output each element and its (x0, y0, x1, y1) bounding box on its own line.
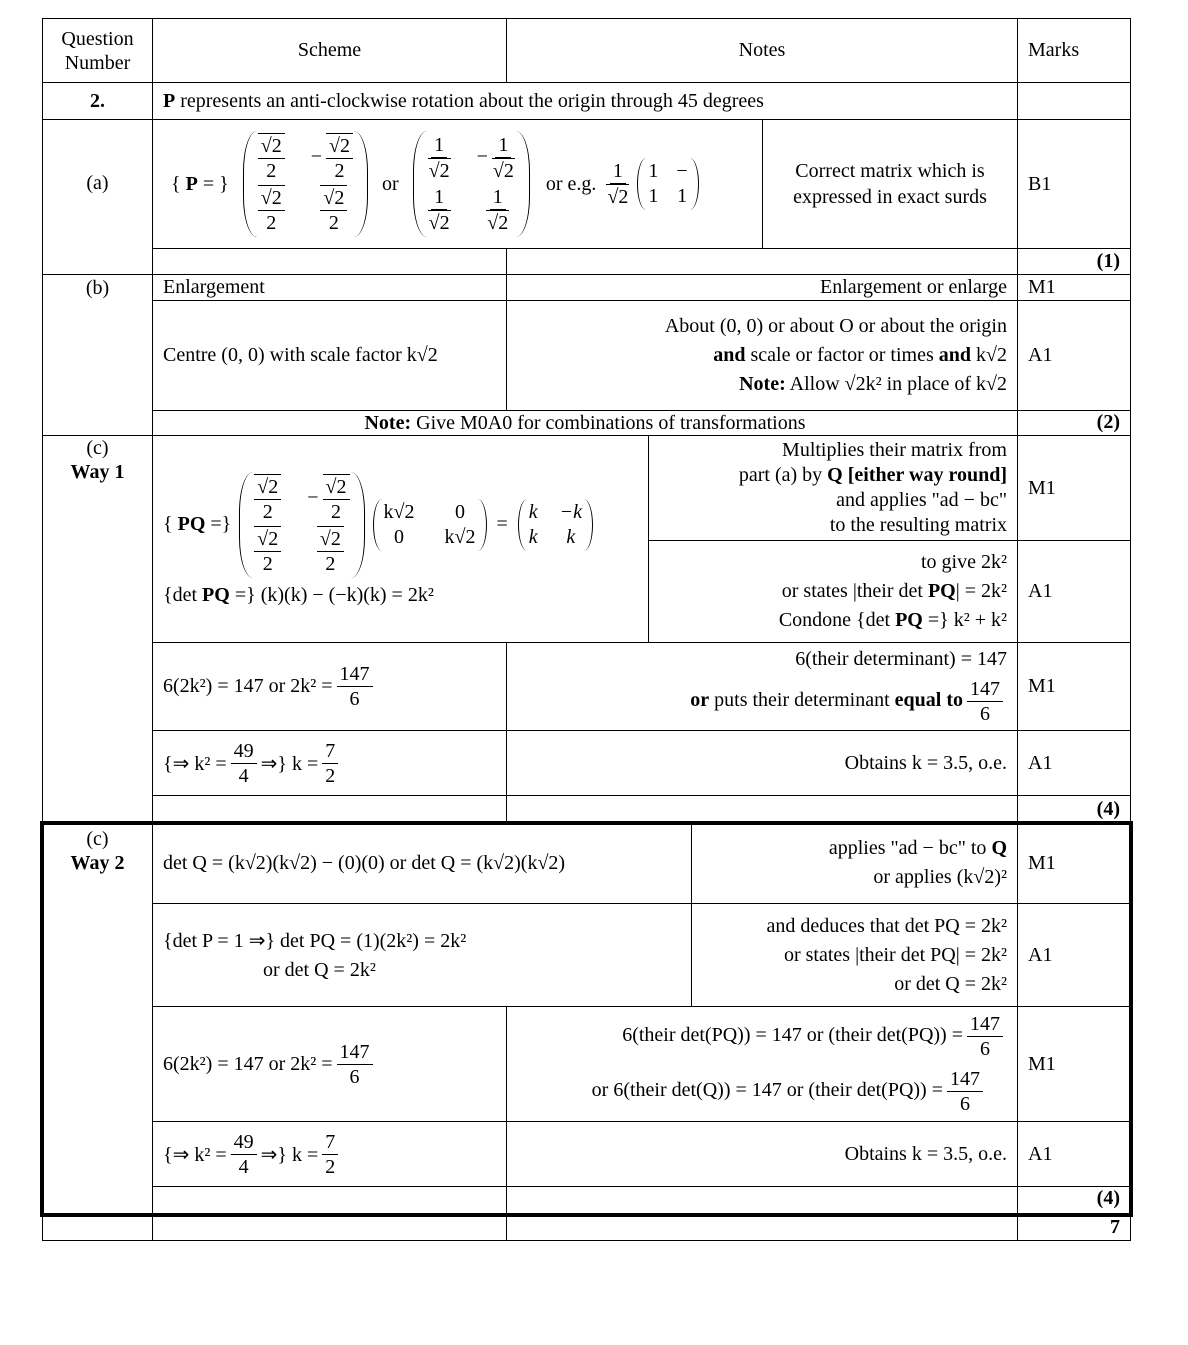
math-text: = (496, 513, 508, 535)
mark-M1: M1 (1017, 642, 1131, 731)
mark-M1: M1 (1017, 274, 1131, 301)
brace: = } (197, 172, 229, 195)
math-text: 1 (610, 159, 626, 184)
math-text: k (566, 525, 576, 548)
mark-M1: M1 (1017, 435, 1131, 541)
blank-cell (152, 1186, 507, 1215)
math-group (311, 133, 357, 183)
blank-cell (152, 1214, 507, 1241)
math-text: =} (205, 513, 232, 535)
part-label: (c) (86, 437, 109, 459)
scalar-fraction (606, 159, 629, 209)
math-text: − (310, 145, 322, 168)
math-text: k (528, 525, 538, 548)
math-text: or states |their det (781, 580, 928, 602)
scheme-det-PQ (152, 903, 692, 1007)
math-text: 2 (328, 212, 339, 234)
math-group (477, 133, 519, 183)
math-text: Q (991, 837, 1007, 859)
math-text: PQ (895, 609, 923, 631)
scheme-text: Enlargement (152, 274, 507, 301)
mark-A1: A1 (1017, 1121, 1131, 1187)
math-text: 147 (337, 662, 373, 687)
math-text: and deduces that det PQ = 2k² (766, 914, 1007, 937)
math-text: 0 (394, 525, 405, 548)
blank-cell (152, 795, 507, 823)
fraction (258, 185, 285, 235)
math-text: √2 (428, 160, 450, 182)
fraction (967, 1012, 1003, 1061)
blank-cell (506, 795, 1018, 823)
math-text: scale or factor or times (745, 344, 939, 366)
math-text: 1 (495, 133, 511, 158)
header-scheme: Scheme (152, 18, 507, 83)
math-text: 2 (262, 552, 273, 575)
math-text: 6(their determinant) = 147 (795, 647, 1007, 670)
brace: { (171, 172, 186, 195)
math-text: √2 (323, 474, 350, 500)
math-text: 7 (322, 739, 338, 764)
matrix-PQ (518, 499, 593, 551)
notes-part-a (762, 119, 1018, 249)
way-label: Way 2 (70, 852, 125, 874)
fraction (254, 526, 281, 576)
math-text: 1 (648, 185, 659, 207)
matrix-integer-form (637, 158, 698, 210)
det-PQ-line (163, 584, 434, 607)
scheme-equation (152, 1006, 507, 1122)
math-text: 2 (266, 160, 277, 182)
question-statement (152, 82, 1018, 120)
math-group (779, 609, 1007, 632)
blank-cell (506, 248, 1018, 275)
header-notes: Notes (506, 18, 1018, 83)
math-text: √2 (254, 474, 281, 500)
math-group (829, 837, 1007, 860)
math-text: k√2 (971, 344, 1007, 366)
math-text: k√2 (444, 525, 476, 548)
notes-way2-a1 (691, 903, 1018, 1007)
math-group (739, 373, 1007, 396)
fraction (326, 133, 353, 183)
note-text: Enlargement or enlarge (506, 274, 1018, 301)
notes-way2-m1 (691, 822, 1018, 904)
math-text: ⇒} k = (260, 1143, 319, 1166)
note-text: expressed in exact surds (793, 186, 987, 208)
math-text: 49 (231, 739, 257, 764)
mark-M1: M1 (1017, 822, 1131, 904)
part-label-way2 (42, 822, 153, 1215)
math-text: 147 (967, 1012, 1003, 1037)
math-group (163, 90, 764, 113)
math-text: 147 (967, 677, 1003, 702)
fraction (322, 739, 338, 788)
fraction (428, 185, 451, 235)
note-text: Obtains k = 3.5, o.e. (506, 730, 1018, 796)
way-label: Way 1 (70, 461, 125, 483)
header-text: Number (64, 51, 131, 74)
math-text: or (690, 688, 710, 711)
fraction (317, 526, 344, 576)
math-text: PQ (927, 580, 956, 602)
math-text: {⇒ k² = (163, 752, 227, 775)
fraction (492, 133, 515, 183)
blank-cell (506, 1186, 1018, 1215)
scheme-equation (152, 642, 507, 731)
fraction (486, 185, 509, 235)
note-text: About (0, 0) or about O or about the origin (664, 315, 1007, 337)
math-text: Allow √2k² in place of k√2 (785, 373, 1007, 395)
math-text: | = 2k² (955, 580, 1007, 602)
math-text: PQ (202, 583, 230, 606)
fraction (323, 474, 350, 524)
math-text: 7 (322, 1130, 338, 1155)
math-text: applies "ad − bc" to (828, 837, 992, 859)
marks-cell (1017, 82, 1131, 120)
math-text: k (528, 500, 538, 523)
mark-A1: A1 (1017, 903, 1131, 1007)
math-text: 147 (337, 1040, 373, 1065)
header-text: Question (61, 27, 134, 50)
math-text: or applies (k√2)² (873, 866, 1007, 888)
math-text: and applies "ad − bc" (836, 489, 1007, 511)
notes-equation (506, 1006, 1018, 1122)
math-text: Q [either way round] (827, 464, 1007, 486)
math-text: 49 (231, 1130, 257, 1155)
math-text: 2 (334, 160, 345, 182)
math-text: 6 (980, 1038, 990, 1060)
fraction (258, 133, 285, 183)
notes-way1-a1 (648, 540, 1018, 643)
matrix-reciprocal-form (413, 131, 530, 237)
math-text: and (713, 344, 746, 366)
part-label: (b) (42, 274, 153, 436)
math-text: or 6(their det(Q)) = 147 or (their det(PQ)) = (591, 1079, 943, 1102)
fraction (254, 474, 281, 524)
math-text: 6 (349, 688, 360, 710)
fraction (967, 677, 1003, 726)
scheme-part-a (152, 119, 763, 249)
math-text: 6 (960, 1093, 970, 1115)
math-text: {det (163, 583, 203, 606)
math-text: Note: (364, 411, 412, 434)
math-text: to the resulting matrix (829, 514, 1007, 536)
header-question-number (42, 18, 153, 83)
math-text: √2 (254, 526, 281, 552)
math-text: 6 (349, 1065, 360, 1088)
scheme-det-Q: det Q = (k√2)(k√2) − (0)(0) or det Q = (k√2)(k√2) (152, 822, 692, 904)
math-group (739, 463, 1007, 488)
blank-cell (42, 1214, 153, 1241)
math-text: 6(2k²) = 147 or 2k² = (163, 675, 333, 697)
math-text: Condone {det (778, 609, 896, 631)
math-text: =} (229, 583, 256, 606)
math-group (364, 412, 805, 435)
math-text: Multiplies their matrix from (782, 439, 1007, 461)
math-group (782, 580, 1007, 603)
scheme-solution (152, 1121, 507, 1187)
math-text: − (476, 145, 488, 168)
math-text: 2 (266, 212, 277, 234)
math-text: { (163, 513, 178, 535)
subtotal-b: (2) (1017, 410, 1131, 436)
math-group (307, 474, 353, 524)
math-text: puts their determinant (709, 688, 895, 711)
math-text: √2 (258, 133, 285, 159)
fraction (337, 1040, 373, 1089)
math-text: 2 (325, 1155, 336, 1178)
math-text: 2 (325, 764, 336, 787)
math-text: (k)(k) − (−k)(k) = 2k² (255, 583, 434, 606)
math-text: 4 (238, 1155, 249, 1178)
math-text: 4 (238, 764, 249, 787)
mark-A1: A1 (1017, 540, 1131, 643)
notes-way1-m1 (648, 435, 1018, 541)
math-text: −k (559, 500, 583, 523)
statement-text: represents an anti-clockwise rotation about the origin through 45 degrees (175, 89, 764, 112)
combination-note (152, 410, 1018, 436)
math-text: √2 (320, 185, 347, 211)
math-text: equal to (894, 688, 963, 711)
math-text: 1 (648, 160, 659, 182)
math-text: − (307, 486, 319, 509)
math-text: or states |their det PQ| = 2k² (783, 943, 1007, 966)
math-text: ⇒} k = (260, 752, 319, 775)
note-text: Correct matrix which is (795, 160, 985, 182)
part-label: (a) (42, 119, 153, 275)
notes-part-b (506, 300, 1018, 411)
scheme-way1-matrix (152, 435, 649, 643)
mark-A1: A1 (1017, 300, 1131, 411)
math-text: 0 (455, 500, 465, 523)
math-text: 1 (490, 185, 506, 210)
math-group (171, 173, 229, 196)
math-text: 2 (331, 500, 342, 523)
math-text: 1 (431, 185, 447, 210)
scheme-text: Centre (0, 0) with scale factor k√2 (152, 300, 507, 411)
math-text: 6(their det(PQ)) = 147 or (their det(PQ)) = (622, 1024, 963, 1047)
math-group (622, 1012, 1007, 1061)
math-text: √2 (428, 212, 450, 234)
subtotal-a: (1) (1017, 248, 1131, 275)
math-text: 1 (431, 133, 447, 158)
math-text: 2 (325, 552, 336, 575)
math-text: 147 (947, 1067, 983, 1092)
fraction (337, 662, 373, 711)
fraction (231, 1130, 257, 1179)
math-text: {det P = 1 ⇒} det PQ = (1)(2k²) = 2k² (163, 930, 467, 952)
math-text: 6 (980, 702, 990, 725)
math-group (592, 1067, 987, 1116)
question-number: 2. (42, 82, 153, 120)
math-text: part (a) by (738, 464, 828, 486)
matrix-Q (373, 499, 487, 551)
math-group (713, 344, 1007, 367)
blank-cell (152, 248, 507, 275)
blank-cell (506, 1214, 1018, 1241)
math-text: or det Q = 2k² (263, 959, 376, 981)
math-text: √2 (258, 185, 285, 211)
math-text: √2 (492, 160, 514, 182)
math-text: or det Q = 2k² (894, 972, 1007, 995)
mark-M1: M1 (1017, 1006, 1131, 1122)
math-text: √2 (326, 133, 353, 159)
fraction (428, 133, 451, 183)
or-eg-text: or e.g. (545, 172, 597, 195)
part-label-way1 (42, 435, 153, 823)
math-group (163, 513, 231, 536)
math-text: √2 (317, 526, 344, 552)
fraction (947, 1067, 983, 1116)
mark-A1: A1 (1017, 730, 1131, 796)
math-text: 1 (677, 185, 688, 207)
part-label: (c) (86, 828, 109, 850)
math-text: {⇒ k² = (163, 1143, 227, 1166)
math-text: √2 (487, 212, 509, 234)
notes-equation (506, 642, 1018, 731)
note-text: Obtains k = 3.5, o.e. (506, 1121, 1018, 1187)
math-text: PQ (177, 513, 206, 535)
fraction (322, 1130, 338, 1179)
math-text: to give 2k² (921, 551, 1007, 573)
math-group (163, 472, 597, 578)
scheme-solution (152, 730, 507, 796)
math-text: 2 (262, 500, 273, 523)
subtotal-c-way1: (4) (1017, 795, 1131, 823)
math-text: =} k² + k² (922, 609, 1007, 631)
math-text: and (938, 344, 972, 366)
mark-B1: B1 (1017, 119, 1131, 249)
math-text: Give M0A0 for combinations of transformations (411, 411, 806, 434)
math-text: Note: (739, 373, 786, 395)
math-text: − (676, 160, 688, 182)
header-marks: Marks (1017, 18, 1131, 83)
question-total: 7 (1017, 1214, 1131, 1241)
math-group (690, 677, 1007, 726)
matrix-P (239, 472, 364, 578)
fraction (320, 185, 347, 235)
math-text: k√2 (383, 500, 415, 523)
matrix-P: P (185, 172, 198, 195)
matrix-P: P (163, 89, 176, 112)
subtotal-c-way2: (4) (1017, 1186, 1131, 1215)
or-text: or (381, 172, 399, 195)
math-text: 6(2k²) = 147 or 2k² = (163, 1052, 333, 1075)
fraction (231, 739, 257, 788)
matrix-surd-form (243, 131, 368, 237)
math-text: √2 (607, 186, 629, 208)
